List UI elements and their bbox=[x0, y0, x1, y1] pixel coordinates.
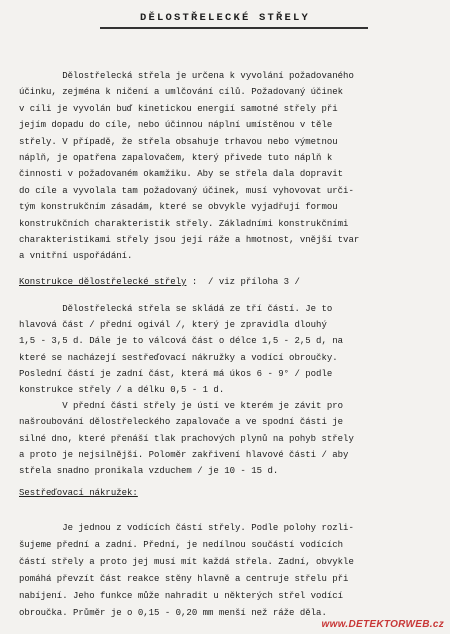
text-line: účinku, zejména k ničení a umlčování cílů. Požadovaný účinek bbox=[19, 87, 344, 98]
text-line: tým konstrukčním zásadám, které se obvykle vyjadřují formou bbox=[19, 202, 338, 213]
heading-centering-band-title: Sestřeďovací nákružek: bbox=[19, 488, 138, 498]
text-line: šujeme přední a zadní. Přední, je nedílnou součástí vodících bbox=[19, 540, 344, 550]
text-line: nabíjení. Jeho funkce může nahradit u některých střel vodící bbox=[19, 591, 344, 601]
text-line: částí střely a proto jej musí mít každá střela. Zadní, obvykle bbox=[19, 557, 354, 567]
text-line: jejím dopadu do cíle, nebo účinnou náplní umístěnou v těle bbox=[19, 120, 333, 131]
text-line: a vnitřní uspořádání. bbox=[19, 251, 133, 262]
text-line: a proto je nejsilnější. Poloměr zakřivení hlavové části / aby bbox=[19, 449, 349, 460]
text-line: náplň, je opatřena zapalovačem, který přivede tuto náplň k bbox=[19, 153, 333, 163]
text-line: charakteristikami střely jsou její ráže a hmotnost, vnější tvar bbox=[19, 235, 360, 245]
text-line: střely. V případě, že střela obsahuje trhavou nebo výmetnou bbox=[19, 136, 338, 147]
heading-construction-title: Konstrukce dělostřelecké střely bbox=[19, 277, 187, 287]
heading-construction-reference: : / viz příloha 3 / bbox=[186, 277, 300, 287]
text-line: konstrukčních charakteristik střely. Základními konstrukčními bbox=[19, 218, 349, 229]
text-line: hlavová část / přední ogivál /, který je zpravidla dlouhý bbox=[19, 320, 327, 331]
text-line: V přední části střely je ústí ve kterém je závit pro bbox=[19, 401, 344, 412]
site-watermark: www.DETEKTORWEB.cz bbox=[321, 619, 444, 630]
text-line: Poslední částí je zadní část, která má úkos 6 - 9° / podle bbox=[19, 368, 333, 379]
section-heading-centering-band bbox=[19, 487, 138, 500]
text-line: konstrukce střely / a délku 0,5 - 1 d. bbox=[19, 385, 225, 395]
text-line: do cíle a vyvolala tam požadovaný účinek, musí vyhovovat urči- bbox=[19, 185, 354, 196]
text-line: činnosti v požadovaném okamžiku. Aby se střela dala dopravit bbox=[19, 169, 344, 180]
title-double-underline bbox=[100, 27, 368, 29]
text-line: v cíli je vyvolán buď kinetickou energií samotné střely při bbox=[19, 103, 338, 114]
section-heading-construction bbox=[19, 276, 300, 289]
text-line: obroučka. Průměr je o 0,15 - 0,20 mm menší než ráže děla. bbox=[19, 608, 327, 618]
page-title: DĚLOSTŘELECKÉ STŘELY bbox=[139, 12, 311, 24]
text-line: pomáhá převzít část reakce stěny hlavně a centruje střelu při bbox=[19, 574, 349, 584]
text-line: Dělostřelecká střela se skládá ze tří částí. Je to bbox=[19, 304, 333, 314]
text-line: silné dno, které přenáší tlak prachových plynů na pohyb střely bbox=[19, 433, 354, 444]
text-line: 1,5 - 3,5 d. Dále je to válcová část o délce 1,5 - 2,5 d, na bbox=[19, 336, 344, 347]
text-line: které se nacházejí sestřeďovací nákružky a vodící obroučky. bbox=[19, 352, 338, 363]
text-line: našroubování dělostřeleckého zapalovače a ve spodní části je bbox=[19, 417, 344, 428]
text-line: Dělostřelecká střela je určena k vyvolání požadovaného bbox=[19, 71, 354, 81]
text-line: Je jednou z vodících částí střely. Podle polohy rozli- bbox=[19, 523, 354, 533]
text-line: střela snadno pronikala vzduchem / je 10 - 15 d. bbox=[19, 466, 279, 476]
